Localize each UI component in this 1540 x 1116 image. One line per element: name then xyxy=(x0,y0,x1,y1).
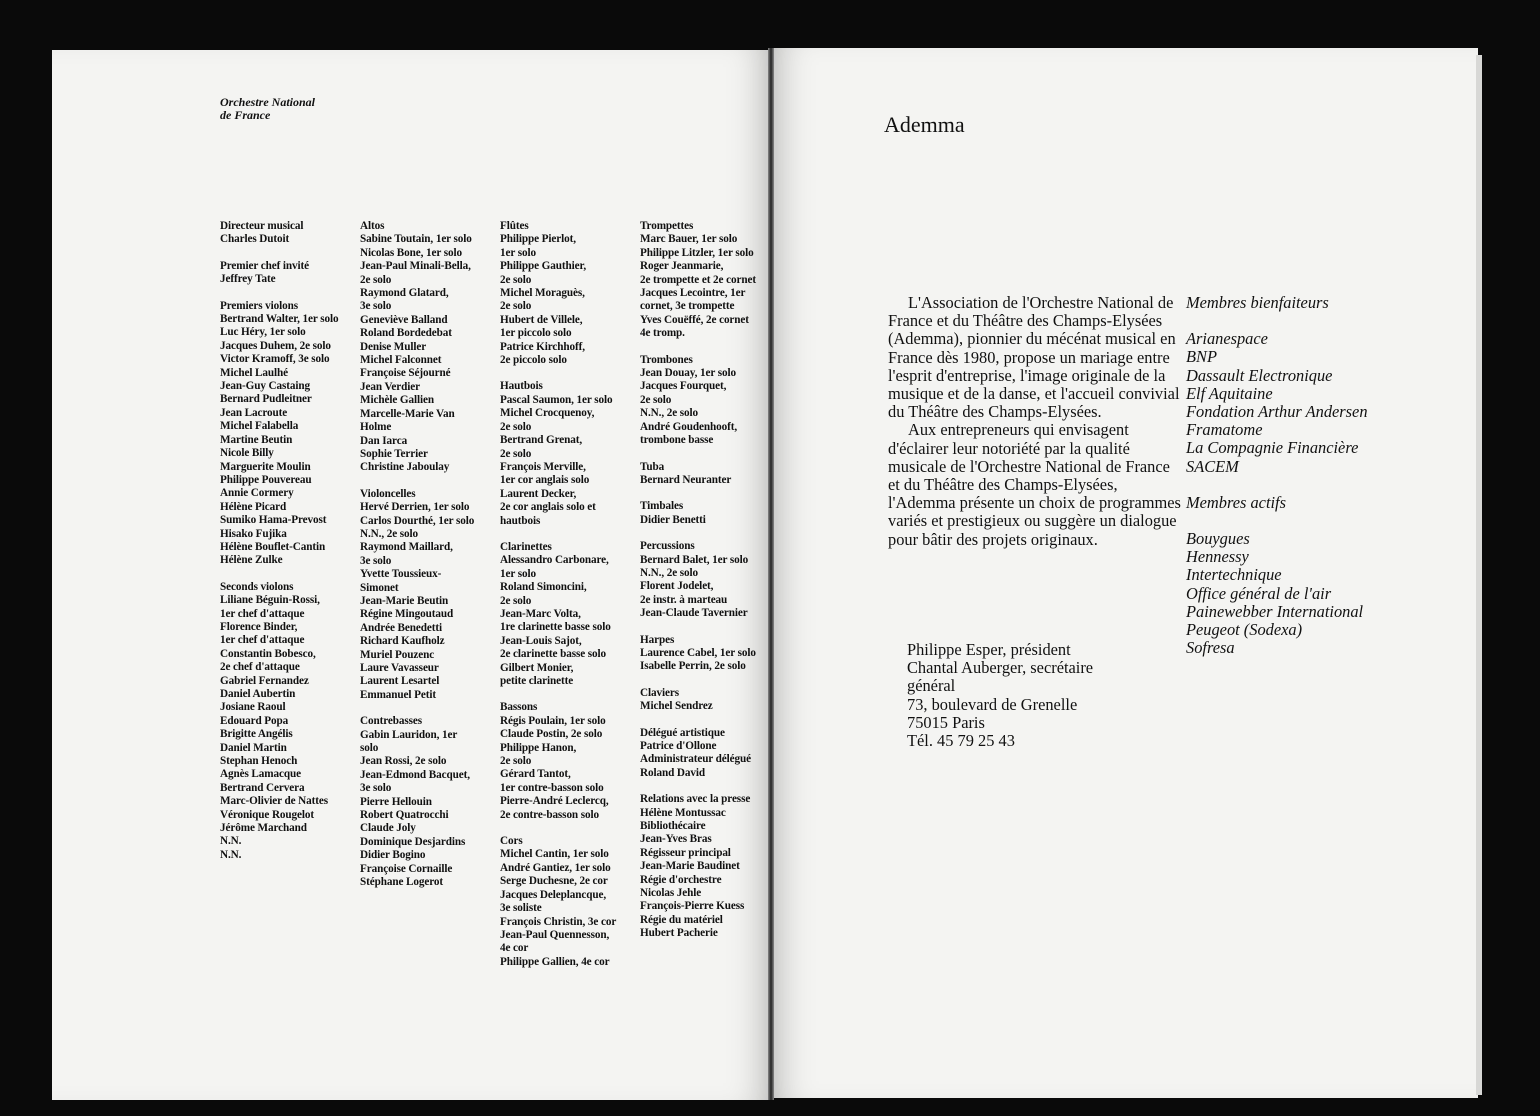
roster-line: 2e clarinette basse solo xyxy=(500,648,607,661)
roster-line: Agnès Lamacque xyxy=(220,768,301,781)
roster-line: Philippe Pouvereau xyxy=(220,473,312,486)
roster-line: N.N. xyxy=(220,835,242,848)
roster-line: Bertrand Grenat, xyxy=(500,434,583,447)
roster-line: 3e solo xyxy=(360,554,392,567)
members-actifs-title: Membres actifs xyxy=(1186,492,1286,512)
roster-line: Patrice Kirchhoff, xyxy=(500,340,585,353)
roster-line: Hélène Montussac xyxy=(640,806,726,819)
section-title: Premiers violons xyxy=(220,299,299,312)
roster-line: François Christin, 3e cor xyxy=(500,915,617,928)
roster-line: Jean-Guy Castaing xyxy=(220,380,310,393)
section-title: Cors xyxy=(500,835,523,848)
roster-line: 2e solo xyxy=(500,300,532,313)
paragraph-intro: L'Association de l'Orchestre National de France et du Théâtre des Champs-Elysées (Ademma), pionnier du mécénat musical en France dès 1980, propose un mariage entre l'esprit d'entreprise, l'image originale de la musique et de la danse, et l'accueil convivial du Théâtre des Champs-Elysées. xyxy=(888,293,1180,422)
roster-line: Régis Poulain, 1er solo xyxy=(500,714,606,727)
roster-line: Didier Bogino xyxy=(360,849,426,862)
roster-line: Jean-Paul Minali-Bella, xyxy=(360,260,471,273)
roster-line: 3e soliste xyxy=(500,902,542,915)
roster-line: Nicole Billy xyxy=(220,447,274,460)
roster-line: Jacques Duhem, 2e solo xyxy=(220,339,331,352)
roster-line: Pierre-André Leclercq, xyxy=(500,795,609,808)
roster-line: Bibliothécaire xyxy=(640,820,706,833)
roster-line: Véronique Rougelot xyxy=(220,808,315,821)
section-title: Hautbois xyxy=(500,380,543,393)
members-actifs xyxy=(1186,530,1368,657)
roster-line: Victor Kramoff, 3e solo xyxy=(220,353,330,366)
roster-line: Bertrand Walter, 1er solo xyxy=(220,313,339,326)
roster-line: Nicolas Jehle xyxy=(640,887,702,900)
section-title: Clarinettes xyxy=(500,540,552,553)
roster-section xyxy=(640,687,756,714)
roster-section xyxy=(640,793,756,940)
roster-line: 1er solo xyxy=(500,246,536,259)
roster-line: 1re clarinette basse solo xyxy=(500,621,611,634)
roster-line: trombone basse xyxy=(640,434,714,447)
roster-line: 1er chef d'attaque xyxy=(220,607,305,620)
member-name: SACEM xyxy=(1186,456,1239,476)
roster-line: Muriel Pouzenc xyxy=(360,648,435,661)
roster-line: André Gantiez, 1er solo xyxy=(500,861,611,874)
roster-line: Michel Cantin, 1er solo xyxy=(500,848,609,861)
member-name: Elf Aquitaine xyxy=(1186,383,1273,403)
page-title: Ademma xyxy=(884,112,965,137)
roster-line: Marcelle-Marie Van xyxy=(360,407,455,420)
roster-line: Bernard Neuranter xyxy=(640,473,732,486)
roster-line: Yvette Toussieux- xyxy=(360,568,442,581)
roster-section xyxy=(640,727,756,781)
roster-line: Jean-Louis Sajot, xyxy=(500,634,582,647)
roster-section xyxy=(500,541,616,688)
roster-line: Andrée Benedetti xyxy=(360,621,442,634)
section-title: Premier chef invité xyxy=(220,259,310,272)
roster-line: N.N., 2e solo xyxy=(640,566,699,579)
roster-line: 2e instr. à marteau xyxy=(640,593,728,606)
roster-section xyxy=(640,220,756,341)
roster-line: Daniel Aubertin xyxy=(220,688,296,700)
roster-line: Richard Kaufholz xyxy=(360,635,445,648)
member-name: Dassault Electronique xyxy=(1186,365,1333,385)
roster-section xyxy=(220,581,338,863)
roster-line: Françoise Séjourné xyxy=(360,367,451,380)
roster-line: Roland Bordedebat xyxy=(360,327,452,340)
roster-line: Philippe Gauthier, xyxy=(500,260,587,273)
roster-line: Sumiko Hama-Prevost xyxy=(220,514,327,527)
roster-line: Philippe Litzler, 1er solo xyxy=(640,246,754,259)
roster-line: 2e solo xyxy=(360,273,392,286)
roster-line: 1er cor anglais solo xyxy=(500,474,590,487)
roster-section xyxy=(640,354,756,448)
roster-line: Michel Moraguès, xyxy=(500,287,585,300)
roster-line: 2e contre-basson solo xyxy=(500,808,600,821)
roster-line: Administrateur délégué xyxy=(640,753,752,766)
roster-line: solo xyxy=(360,742,379,755)
roster-line: Hubert Pacherie xyxy=(640,927,718,940)
roster-line: Bernard Balet, 1er solo xyxy=(640,553,749,566)
roster-line: Laurent Lesartel xyxy=(360,675,440,688)
roster-line: Roland David xyxy=(640,766,706,779)
roster-line: Alessandro Carbonare, xyxy=(500,554,609,567)
member-name: Fondation Arthur Andersen xyxy=(1186,402,1368,422)
roster-line: Edouard Popa xyxy=(220,714,289,727)
roster-line: petite clarinette xyxy=(500,675,574,687)
section-title: Délégué artistique xyxy=(640,726,725,739)
member-name: Intertechnique xyxy=(1186,565,1282,585)
roster-line: Claude Joly xyxy=(360,822,416,835)
roster-line: Philippe Hanon, xyxy=(500,741,577,754)
roster-line: Patrice d'Ollone xyxy=(640,740,717,752)
section-title: Claviers xyxy=(640,686,679,699)
roster-line: Simonet xyxy=(360,581,399,594)
roster-line: 1er contre-basson solo xyxy=(500,781,604,794)
roster-line: 2e solo xyxy=(500,594,532,607)
section-title: Harpes xyxy=(640,633,675,646)
roster-line: cornet, 3e trompette xyxy=(640,300,735,313)
roster-line: Michel Laulhé xyxy=(220,366,288,379)
roster-line: Hélène Zulke xyxy=(220,554,283,567)
roster-section xyxy=(500,380,616,527)
roster-line: Serge Duchesne, 2e cor xyxy=(500,875,608,888)
roster-line: Luc Héry, 1er solo xyxy=(220,326,306,339)
roster-column-3 xyxy=(500,220,616,982)
roster-line: 4e tromp. xyxy=(640,327,685,340)
member-name: Bouygues xyxy=(1186,529,1250,549)
roster-line: Philippe Gallien, 4e cor xyxy=(500,955,610,968)
roster-line: Liliane Béguin-Rossi, xyxy=(220,594,320,607)
roster-line: 4e cor xyxy=(500,942,529,955)
roster-line: Michel Falconnet xyxy=(360,354,442,367)
roster-line: 3e solo xyxy=(360,300,392,313)
section-title: Violoncelles xyxy=(360,487,416,500)
roster-line: 2e solo xyxy=(500,755,532,768)
city-address: 75015 Paris xyxy=(907,712,985,732)
right-page xyxy=(772,48,1478,1098)
roster-line: Bernard Pudleitner xyxy=(220,393,312,406)
roster-section xyxy=(500,701,616,822)
roster-line: Florent Jodelet, xyxy=(640,580,714,593)
roster-line: Hélène Bouflet-Cantin xyxy=(220,540,326,553)
roster-line: Dominique Desjardins xyxy=(360,835,466,848)
members-list xyxy=(1186,294,1368,657)
roster-line: Martine Beutin xyxy=(220,433,293,446)
roster-section xyxy=(500,835,616,969)
roster-line: Daniel Martin xyxy=(220,741,287,754)
section-title: Flûtes xyxy=(500,220,529,232)
roster-line: Christine Jaboulay xyxy=(360,461,450,474)
roster-line: Geneviève Balland xyxy=(360,313,448,326)
roster-line: Gabin Lauridon, 1er xyxy=(360,728,458,741)
members-bienfaiteurs xyxy=(1186,330,1368,476)
member-name: Painewebber International xyxy=(1186,601,1364,621)
section-title: Seconds violons xyxy=(220,580,294,593)
roster-line: Holme xyxy=(360,421,392,434)
roster-line: Laure Vavasseur xyxy=(360,662,439,674)
roster-line: André Goudenhooft, xyxy=(640,420,738,433)
roster-line: Jean Rossi, 2e solo xyxy=(360,755,447,768)
roster-line: Robert Quatrocchi xyxy=(360,809,449,822)
roster-section xyxy=(360,715,474,889)
roster-line: Stephan Henoch xyxy=(220,755,298,768)
roster-line: Françoise Cornaille xyxy=(360,862,453,875)
roster-line: Pierre Hellouin xyxy=(360,795,432,808)
roster-line: Roger Jeanmarie, xyxy=(640,260,724,273)
roster-line: Marc Bauer, 1er solo xyxy=(640,233,738,246)
roster-line: Régie d'orchestre xyxy=(640,873,722,886)
roster-line: Jean Lacroute xyxy=(220,406,288,419)
section-title: Trombones xyxy=(640,353,693,366)
roster-line: Hubert de Villele, xyxy=(500,313,583,326)
roster-line: Dan Iarca xyxy=(360,434,408,447)
roster-line: Jean-Marc Volta, xyxy=(500,607,581,620)
roster-line: 1er chef d'attaque xyxy=(220,634,305,647)
roster-column-1 xyxy=(220,220,338,875)
roster-line: Constantin Bobesco, xyxy=(220,647,316,660)
roster-line: 2e chef d'attaque xyxy=(220,661,300,674)
ademma-description xyxy=(888,294,1184,549)
roster-line: Jean-Claude Tavernier xyxy=(640,607,748,620)
section-title: Directeur musical xyxy=(220,220,304,232)
member-name: La Compagnie Financière xyxy=(1186,438,1359,458)
roster-section xyxy=(640,634,756,674)
roster-section xyxy=(360,220,474,475)
roster-line: Nicolas Bone, 1er solo xyxy=(360,246,463,259)
roster-line: Gabriel Fernandez xyxy=(220,674,309,687)
section-title: Trompettes xyxy=(640,220,694,232)
section-title: Timbales xyxy=(640,500,684,513)
roster-line: 2e solo xyxy=(640,393,672,406)
secretary-line: Chantal Auberger, secrétaire xyxy=(907,658,1094,678)
roster-line: François-Pierre Kuess xyxy=(640,900,745,913)
roster-line: 2e piccolo solo xyxy=(500,354,567,367)
roster-line: Jean-Marie Baudinet xyxy=(640,860,740,873)
roster-section xyxy=(640,500,756,527)
roster-line: Régine Mingoutaud xyxy=(360,608,454,621)
member-name: Framatome xyxy=(1186,420,1263,440)
roster-line: Isabelle Perrin, 2e solo xyxy=(640,660,746,673)
section-title: Contrebasses xyxy=(360,715,422,728)
roster-line: Emmanuel Petit xyxy=(360,688,436,701)
roster-line: Jacques Deleplancque, xyxy=(500,888,607,901)
roster-line: Jacques Lecointre, 1er xyxy=(640,287,746,300)
roster-section xyxy=(640,461,756,488)
roster-line: Jean-Edmond Bacquet, xyxy=(360,768,470,781)
roster-line: hautbois xyxy=(500,514,541,527)
roster-line: Régisseur principal xyxy=(640,846,731,859)
roster-line: Claude Postin, 2e solo xyxy=(500,728,603,741)
roster-line: Michel Sendrez xyxy=(640,700,713,713)
roster-line: Raymond Glatard, xyxy=(360,287,449,300)
roster-section xyxy=(500,220,616,367)
roster-line: Michel Falabella xyxy=(220,420,299,433)
roster-line: Hervé Derrien, 1er solo xyxy=(360,501,470,514)
member-name: Office général de l'air xyxy=(1186,583,1332,603)
orchestra-heading: Orchestre National de France xyxy=(220,95,316,122)
section-title: Percussions xyxy=(640,540,695,553)
roster-line: Gérard Tantot, xyxy=(500,768,571,781)
section-title: Altos xyxy=(360,220,385,232)
paragraph-offer: Aux entrepreneurs qui envisagent d'éclairer leur notoriété par la qualité musicale de l'Orchestre National de France et du Théâtre des Champs-Elysées, l'Ademma présente un choix de programmes variés et prestigieux ou suggère un dialogue pour bâtir des projets originaux. xyxy=(888,420,1181,549)
roster-line: N.N., 2e solo xyxy=(640,407,699,420)
roster-line: Brigitte Angélis xyxy=(220,728,293,741)
roster-section xyxy=(220,220,338,247)
roster-line: Florence Binder, xyxy=(220,620,298,633)
roster-line: Denise Muller xyxy=(360,340,427,353)
roster-line: Jean Douay, 1er solo xyxy=(640,367,736,380)
contact-block xyxy=(907,641,1093,750)
roster-line: Philippe Pierlot, xyxy=(500,233,576,246)
roster-line: Josiane Raoul xyxy=(220,701,286,714)
roster-line: Hisako Fujika xyxy=(220,527,287,540)
roster-line: 2e cor anglais solo et xyxy=(500,501,596,514)
roster-line: Marc-Olivier de Nattes xyxy=(220,795,328,808)
secretary-line-2: général xyxy=(907,676,956,696)
roster-line: Stéphane Logerot xyxy=(360,876,444,889)
roster-line: Jean-Marie Beutin xyxy=(360,594,449,607)
roster-column-4 xyxy=(640,220,756,954)
roster-line: Charles Dutoit xyxy=(220,233,290,246)
roster-line: Sabine Toutain, 1er solo xyxy=(360,233,472,246)
roster-line: Gilbert Monier, xyxy=(500,661,574,674)
roster-section xyxy=(220,300,338,568)
roster-line: Hélène Picard xyxy=(220,500,287,513)
roster-line: Jeffrey Tate xyxy=(220,273,276,286)
member-name: Hennessy xyxy=(1186,547,1249,567)
roster-line: Carlos Dourthé, 1er solo xyxy=(360,514,475,527)
roster-line: Michèle Gallien xyxy=(360,394,434,407)
member-name: BNP xyxy=(1186,347,1217,367)
roster-line: Jérôme Marchand xyxy=(220,822,307,835)
roster-line: Marguerite Moulin xyxy=(220,460,311,473)
roster-line: 2e solo xyxy=(500,447,532,460)
street-address: 73, boulevard de Grenelle xyxy=(907,694,1078,714)
roster-line: Sophie Terrier xyxy=(360,447,428,460)
roster-line: François Merville, xyxy=(500,460,586,473)
roster-line: Jean Verdier xyxy=(360,380,421,393)
roster-line: Yves Couëffé, 2e cornet xyxy=(640,313,749,326)
roster-line: Bertrand Cervera xyxy=(220,781,305,794)
roster-section xyxy=(220,260,338,287)
roster-line: Jacques Fourquet, xyxy=(640,380,727,393)
roster-line: 2e trompette et 2e cornet xyxy=(640,273,756,286)
roster-line: 2e solo xyxy=(500,273,532,286)
roster-column-2 xyxy=(360,220,474,903)
roster-line: Laurent Decker, xyxy=(500,487,577,500)
roster-section xyxy=(360,488,474,703)
roster-line: Michel Crocquenoy, xyxy=(500,407,595,420)
roster-line: Jean-Paul Quennesson, xyxy=(500,928,610,941)
section-title: Tuba xyxy=(640,460,665,473)
roster-line: N.N., 2e solo xyxy=(360,527,419,540)
section-title: Bassons xyxy=(500,701,538,714)
phone-number: Tél. 45 79 25 43 xyxy=(907,731,1015,751)
roster-line: Jean-Yves Bras xyxy=(640,833,712,846)
roster-line: Raymond Maillard, xyxy=(360,541,453,554)
roster-line: Pascal Saumon, 1er solo xyxy=(500,393,613,406)
president-line: Philippe Esper, président xyxy=(907,640,1071,659)
roster-line: N.N. xyxy=(220,848,242,861)
members-bienfaiteurs-title: Membres bienfaiteurs xyxy=(1186,293,1329,312)
page-edge xyxy=(1476,55,1482,1095)
roster-line: Régie du matériel xyxy=(640,913,723,926)
roster-line: 1er piccolo solo xyxy=(500,327,572,340)
member-name: Sofresa xyxy=(1186,638,1235,658)
roster-line: 1er solo xyxy=(500,567,536,580)
roster-line: 2e solo xyxy=(500,420,532,433)
book-spine xyxy=(768,48,774,1100)
roster-line: 3e solo xyxy=(360,782,392,795)
roster-section xyxy=(640,540,756,620)
roster-line: Laurence Cabel, 1er solo xyxy=(640,646,756,659)
member-name: Arianespace xyxy=(1186,329,1268,349)
roster-line: Annie Cormery xyxy=(220,487,294,500)
roster-line: Didier Benetti xyxy=(640,513,706,526)
member-name: Peugeot (Sodexa) xyxy=(1186,620,1303,640)
roster-line: Roland Simoncini, xyxy=(500,581,587,594)
section-title: Relations avec la presse xyxy=(640,793,751,806)
